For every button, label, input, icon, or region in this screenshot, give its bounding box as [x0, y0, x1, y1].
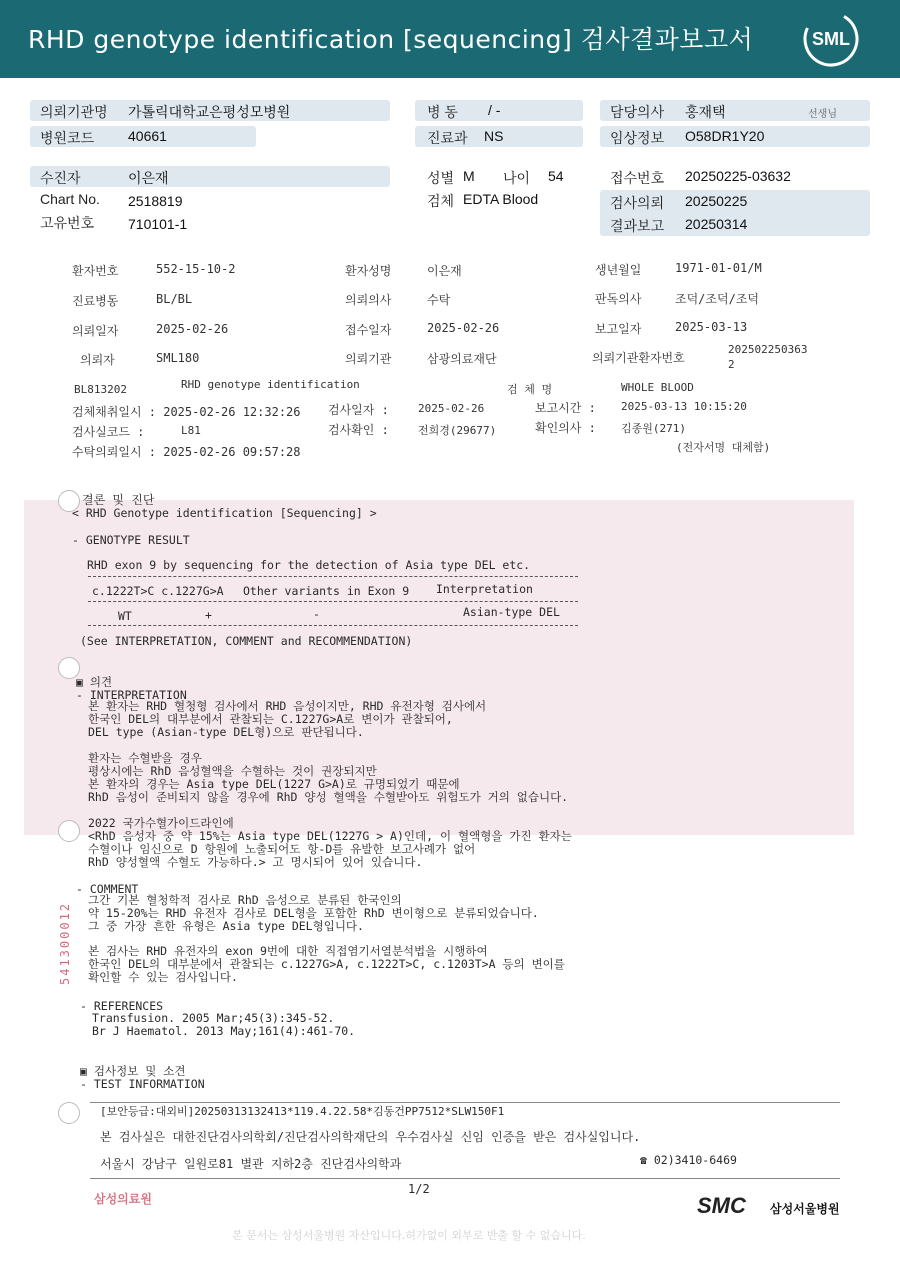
reference: Br J Haematol. 2013 May;161(4):461-70. [92, 1024, 356, 1038]
confirm-label: 확인의사 : [535, 421, 596, 435]
section-title: 결론 및 진단 [82, 493, 155, 507]
patient-label: 수진자 [40, 170, 81, 186]
address-line: 서울시 강남구 일원로81 별관 지하2층 진단검사의학과 [100, 1157, 402, 1171]
opinion-line: 수혈이나 임신으로 D 항원에 노출되어도 항-D를 유발한 보고사례가 없어 [88, 842, 476, 856]
patient-value: 이은재 [128, 170, 169, 186]
scan-value: 조덕/조덕/조덕 [675, 292, 760, 306]
lab-code-label: 검사실코드 : [72, 425, 145, 439]
hospcode-value: 40661 [128, 128, 167, 144]
dept-value: NS [484, 128, 504, 144]
scan-label: 의뢰자 [80, 353, 115, 367]
reference: Transfusion. 2005 Mar;45(3):345-52. [92, 1011, 335, 1025]
scan-label: 의뢰기관 [345, 352, 392, 366]
scan-label: 의뢰기관환자번호 [592, 351, 685, 365]
table-header: Interpretation [436, 582, 533, 596]
ward-value: / - [488, 102, 501, 118]
cert-line: 본 검사실은 대한진단검사의학회/진단검사의학재단의 우수검사실 신임 인증을 받은 검사실입니다. [100, 1130, 641, 1144]
report-header [0, 0, 900, 78]
scan-label: 환자번호 [72, 264, 119, 278]
comment-line: 약 15-20%는 RHD 유전자 검사로 DEL형을 포함한 RhD 변이형으로 분류되었습니다. [88, 906, 539, 920]
scan-label: 판독의사 [595, 292, 642, 306]
test-name: RHD genotype identification [181, 378, 360, 391]
client-label: 의뢰기관명 [40, 104, 108, 120]
opinion-line: DEL type (Asian-type DEL형)으로 판단됩니다. [88, 725, 364, 739]
page-number: 1/2 [408, 1182, 430, 1196]
opinion-line: RhD 음성이 준비되지 않을 경우에 RhD 양성 혈액을 수혈받아도 위험도가 거의 없습니다. [88, 790, 569, 804]
report-title: RHD genotype identification [sequencing] 검사결과보고서 [28, 25, 754, 54]
notice-text: 본 문서는 삼성서울병원 자산입니다.허가없이 외부로 반출 할 수 없습니다. [232, 1229, 586, 1242]
sex-label: 성별 [427, 170, 455, 186]
e-signature: (전자서명 대체함) [676, 441, 771, 454]
comment-line: 확인할 수 있는 검사입니다. [88, 970, 238, 984]
exon-desc: RHD exon 9 by sequencing for the detection of Asia type DEL etc. [87, 558, 531, 572]
report-time: 2025-03-13 10:15:20 [621, 400, 747, 413]
scan-label: 의뢰일자 [72, 324, 119, 338]
report-label: 결과보고 [610, 218, 665, 234]
verified-by: 전희경(29677) [418, 424, 497, 437]
scan-label: 진료병동 [72, 294, 119, 308]
doctor-value: 홍재택 [685, 104, 726, 120]
scan-value: 2 [728, 358, 735, 371]
hospcode-label: 병원코드 [40, 130, 95, 146]
ward-label: 병 동 [427, 104, 458, 120]
comment-line: 한국인 DEL의 대부분에서 관찰되는 c.1227G>A, c.1222T>C, c.1203T>A 등의 변이를 [88, 957, 565, 971]
age-value: 54 [548, 168, 564, 184]
refs-heading: - REFERENCES [80, 999, 164, 1013]
specimen-label: 검 체 명 [507, 383, 553, 396]
scan-value: 삼광의료재단 [427, 352, 497, 366]
chart-label: Chart No. [40, 191, 100, 207]
table-header: Other variants in Exon 9 [243, 584, 410, 598]
chart-value: 2518819 [128, 193, 183, 209]
table-cell: WT [118, 609, 132, 623]
genotype-heading: - GENOTYPE RESULT [72, 533, 190, 547]
table-cell: - [313, 607, 320, 621]
dept-label: 진료과 [427, 130, 468, 146]
scan-value: 이은재 [427, 264, 462, 278]
result-title: < RHD Genotype identification [Sequencing] > [72, 506, 377, 520]
request-value: 20250225 [685, 193, 748, 209]
phone-line: ☎ 02)3410-6469 [640, 1153, 737, 1167]
request-label: 검사의뢰 [610, 195, 665, 211]
clinical-label: 임상정보 [610, 130, 665, 146]
see-note: (See INTERPRETATION, COMMENT and RECOMMENDATION) [80, 634, 413, 648]
test-code: BL813202 [74, 383, 127, 396]
scan-label: 접수일자 [345, 323, 392, 337]
table-cell: Asian-type DEL [463, 605, 560, 619]
vertical-serial: 541300012 [58, 901, 72, 985]
opinion-line: RhD 양성혈액 수혈도 가능하다.> 고 명시되어 있어 있습니다. [88, 855, 423, 869]
scan-value: BL/BL [156, 292, 193, 306]
specimen-label: 검체 [427, 193, 455, 209]
opinion-line: <RhD 음성자 중 약 15%는 Asia type DEL(1227G > A)인데, 이 혈액형을 가진 환자는 [88, 829, 572, 843]
opinion-line: 2022 국가수혈가이드라인에 [88, 816, 234, 830]
security-line: [보안등급:대외비]20250313132413*119.4.22.58*김동건PP7512*SLW150F1 [100, 1105, 505, 1118]
age-label: 나이 [503, 170, 531, 186]
confirm-doctor: 김종원(271) [621, 422, 686, 435]
scan-value: 수탁 [427, 293, 451, 307]
punch-hole [58, 820, 80, 842]
opinion-line: 본 환자의 경우는 Asia type DEL(1227 G>A)로 규명되었기 때문에 [88, 777, 460, 791]
clinical-value: O58DR1Y20 [685, 128, 765, 144]
test-date-label: 검사일자 : [328, 403, 389, 417]
doctor-suffix: 선생님 [808, 109, 837, 120]
scan-label: 의뢰의사 [345, 293, 392, 307]
comment-line: 본 검사는 RHD 유전자의 exon 9번에 대한 직접염기서열분석법을 시행하여 [88, 944, 488, 958]
test-date: 2025-02-26 [418, 402, 485, 415]
comment-line: 그 중 가장 흔한 유형은 Asia type DEL형입니다. [88, 919, 364, 933]
test-info-heading: - TEST INFORMATION [80, 1077, 205, 1091]
specimen-value: WHOLE BLOOD [621, 381, 694, 394]
hospital-name: 삼성서울병원 [770, 1202, 840, 1216]
client-value: 가톨릭대학교은평성모병원 [128, 104, 291, 120]
scan-value: 552-15-10-2 [156, 262, 236, 276]
collect-time: 검체채취일시 : 2025-02-26 12:32:26 [72, 405, 301, 419]
scan-value: 202502250363 [728, 343, 808, 356]
punch-hole [58, 1102, 80, 1124]
interp-heading: - INTERPRETATION [76, 688, 187, 702]
opinion-line: 평상시에는 RhD 음성혈액을 수혈하는 것이 권장되지만 [88, 764, 377, 778]
scan-label: 보고일자 [595, 322, 642, 336]
opinion-line: 환자는 수혈받을 경우 [88, 751, 202, 765]
request-time: 수탁의뢰일시 : 2025-02-26 09:57:28 [72, 445, 301, 459]
sex-value: M [463, 168, 475, 184]
report-time-label: 보고시간 : [535, 401, 596, 415]
report-value: 20250314 [685, 216, 748, 232]
accession-value: 20250225-03632 [685, 168, 791, 184]
scan-value: 2025-02-26 [156, 322, 229, 336]
opinion-line: 본 환자는 RHD 혈청형 검사에서 RHD 음성이지만, RHD 유전자형 검사에서 [88, 699, 487, 713]
scan-value: 2025-02-26 [427, 321, 500, 335]
samsung-medical-brand: 삼성의료원 [94, 1192, 152, 1206]
id-value: 710101-1 [128, 216, 188, 232]
id-label: 고유번호 [40, 215, 95, 231]
comment-line: 그간 기본 혈청학적 검사로 RhD 음성으로 분류된 한국인의 [88, 893, 402, 907]
scan-value: SML180 [156, 351, 200, 365]
sml-logo: SML [802, 10, 860, 68]
table-header: c.1222T>C c.1227G>A [92, 584, 224, 598]
table-cell: + [205, 608, 212, 622]
scan-label: 환자성명 [345, 264, 392, 278]
opinion-line: 한국인 DEL의 대부분에서 관찰되는 C.1227G>A로 변이가 관찰되어, [88, 712, 453, 726]
test-info-title: ▣ 검사정보 및 소견 [80, 1064, 186, 1078]
lab-code: L81 [181, 424, 201, 437]
specimen-value: EDTA Blood [463, 191, 539, 207]
verified-label: 검사확인 : [328, 423, 389, 437]
scan-label: 생년월일 [595, 263, 642, 277]
smc-logo: SMC [697, 1193, 746, 1218]
scan-value: 2025-03-13 [675, 320, 748, 334]
accession-label: 접수번호 [610, 170, 665, 186]
comment-heading: - COMMENT [76, 882, 139, 896]
doctor-label: 담당의사 [610, 104, 665, 120]
opinion-title: ▣ 의견 [76, 675, 113, 689]
scan-value: 1971-01-01/M [675, 261, 762, 275]
